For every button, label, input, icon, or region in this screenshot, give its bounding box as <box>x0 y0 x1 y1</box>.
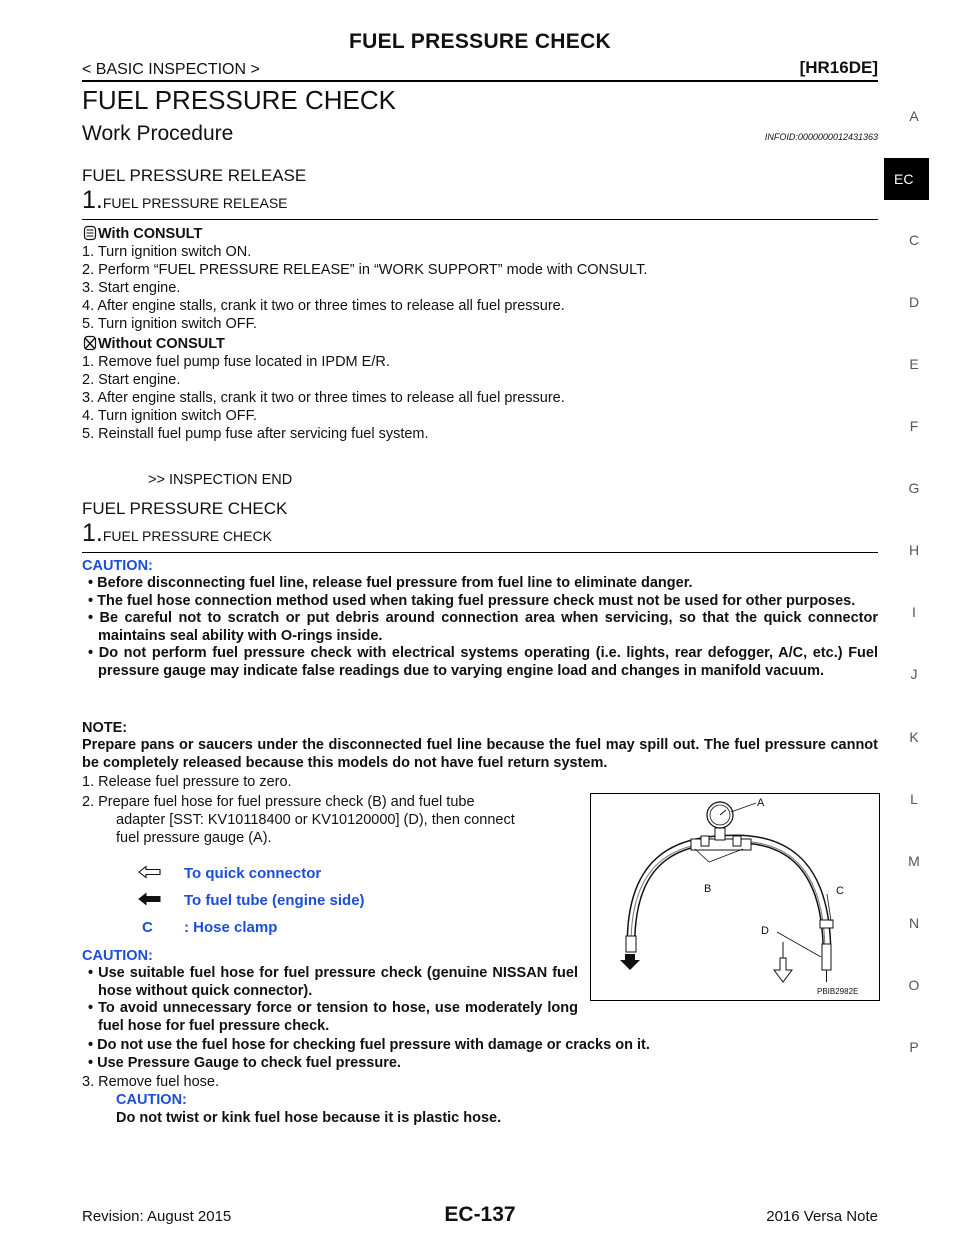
with-step-4: 4. After engine stalls, crank it two or three times to release all fuel pressure. <box>82 298 565 314</box>
caution2-item-text: Use suitable fuel hose for fuel pressure check (genuine NISSAN fuel hose without quick connector). <box>98 965 578 999</box>
caution3-label: CAUTION: <box>116 1092 187 1108</box>
without-step-5: 5. Reinstall fuel pump fuse after servicing fuel system. <box>82 426 429 442</box>
without-step-4: 4. Turn ignition switch OFF. <box>82 408 257 424</box>
side-index-f[interactable]: F <box>909 418 919 434</box>
caution3-text: Do not twist or kink fuel hose because it is plastic hose. <box>116 1110 502 1126</box>
footer-revision: Revision: August 2015 <box>82 1208 232 1225</box>
check-step-1: 1. Release fuel pressure to zero. <box>82 774 292 790</box>
legend-label: : Hose clamp <box>184 919 278 936</box>
side-index-o[interactable]: O <box>908 977 920 993</box>
with-consult-text: With CONSULT <box>98 226 203 242</box>
side-index-g[interactable]: G <box>908 480 920 496</box>
release-step-number: 1. <box>82 186 103 214</box>
side-index-p[interactable]: P <box>909 1039 919 1055</box>
check-step-label: FUEL PRESSURE CHECK <box>102 528 272 544</box>
caution2-item: • Use suitable fuel hose for fuel pressure check (genuine NISSAN fuel hose without quick connector). <box>88 965 578 999</box>
step-rule <box>82 552 878 553</box>
figure-label-a: A <box>757 797 765 809</box>
footer-page-number: EC-137 <box>444 1203 516 1226</box>
footer-model: 2016 Versa Note <box>766 1208 878 1225</box>
side-index-i[interactable]: I <box>912 604 916 620</box>
caution-item-text: Before disconnecting fuel line, release fuel pressure from fuel line to eliminate danger. <box>97 575 693 591</box>
legend-label: To fuel tube (engine side) <box>184 892 365 909</box>
release-step-heading <box>82 186 288 215</box>
check-step-heading <box>82 519 272 548</box>
caution2-item-text: Use Pressure Gauge to check fuel pressure. <box>97 1054 401 1071</box>
side-index-d[interactable]: D <box>908 294 920 310</box>
arrow-solid-icon <box>138 892 162 906</box>
side-index-m[interactable]: M <box>908 853 920 869</box>
section-breadcrumb: < BASIC INSPECTION > <box>82 61 260 78</box>
without-step-1: 1. Remove fuel pump fuse located in IPDM E/R. <box>82 354 390 370</box>
work-procedure-heading: Work Procedure <box>82 122 234 145</box>
legend-symbol: C <box>142 919 153 936</box>
legend-hose-clamp <box>138 919 278 936</box>
check-step-2-line-2: adapter [SST: KV10118400 or KV10120000] (D), then connect <box>116 812 515 828</box>
legend-quick-connector <box>138 865 322 883</box>
caution-item: • Be careful not to scratch or put debris around connection area when servicing, so that the quick connector maintains seal ability with O-rings inside. <box>88 610 878 644</box>
side-index-n[interactable]: N <box>908 915 920 931</box>
side-index-e[interactable]: E <box>909 356 919 372</box>
note-label: NOTE: <box>82 720 128 736</box>
without-step-2: 2. Start engine. <box>82 372 181 388</box>
check-heading: FUEL PRESSURE CHECK <box>82 499 288 518</box>
caution2-item: • Use Pressure Gauge to check fuel pressure. <box>88 1054 401 1071</box>
caution-item-text: The fuel hose connection method used when taking fuel pressure check must not be used for other purposes. <box>97 592 856 609</box>
figure-label-b: B <box>704 883 712 895</box>
hose-diagram <box>591 794 879 1000</box>
figure-label-d: D <box>761 925 769 937</box>
figure-code: PBIB2982E <box>817 987 859 996</box>
no-consult-icon <box>82 335 98 351</box>
caution-item: • Before disconnecting fuel line, release fuel pressure from fuel line to eliminate danger. <box>88 575 693 591</box>
caution2-item-text: Do not use the fuel hose for checking fuel pressure with damage or cracks on it. <box>97 1037 650 1053</box>
without-consult-text: Without CONSULT <box>98 336 225 352</box>
caution-item: • Do not perform fuel pressure check with electrical systems operating (i.e. lights, rear defogger, A/C, etc.) Fuel pressure gauge may indicate false readings due to varying engine load and changes in manifold vacuum. <box>88 645 878 679</box>
side-index-a[interactable]: A <box>909 108 919 124</box>
caution-item: • The fuel hose connection method used when taking fuel pressure check must not be used for other purposes. <box>88 592 856 609</box>
with-step-2: 2. Perform “FUEL PRESSURE RELEASE” in “WORK SUPPORT” mode with CONSULT. <box>82 262 648 278</box>
engine-code: [HR16DE] <box>799 58 878 77</box>
with-step-5: 5. Turn ignition switch OFF. <box>82 316 257 332</box>
check-step-3: 3. Remove fuel hose. <box>82 1074 220 1090</box>
consult-icon <box>82 225 98 241</box>
caution2-item: • Do not use the fuel hose for checking fuel pressure with damage or cracks on it. <box>88 1037 650 1053</box>
release-step-label: FUEL PRESSURE RELEASE <box>102 195 288 211</box>
caution2-item-text: To avoid unnecessary force or tension to hose, use moderately long fuel hose for fuel pressure check. <box>98 1000 579 1034</box>
side-index-j[interactable]: J <box>910 666 918 682</box>
caution2-label: CAUTION: <box>82 948 153 964</box>
with-step-3: 3. Start engine. <box>82 280 181 296</box>
side-index-k[interactable]: K <box>909 729 919 745</box>
caution2-list-narrow <box>82 965 578 1035</box>
check-step-2-line-3: fuel pressure gauge (A). <box>116 830 272 846</box>
without-consult-label <box>82 335 225 353</box>
side-index-ec-tab[interactable]: EC <box>884 158 929 200</box>
side-index-c[interactable]: C <box>908 232 920 248</box>
legend-label: To quick connector <box>184 865 322 882</box>
caution-label: CAUTION: <box>82 558 153 574</box>
with-consult-label <box>82 225 202 243</box>
inspection-end: >> INSPECTION END <box>148 472 293 488</box>
caution-item-text: Do not perform fuel pressure check with electrical systems operating (i.e. lights, rear defogger, A/C, etc.) Fuel pressure gauge may indicate false readings due to varying engine load and changes in manifold vacuum. <box>98 645 878 679</box>
note-text: Prepare pans or saucers under the disconnected fuel line because the fuel may spill out. The fuel pressure cannot be completely released because this models do not have fuel return system. <box>82 737 878 771</box>
side-index-l[interactable]: L <box>910 791 918 807</box>
caution-list <box>82 575 878 681</box>
release-heading: FUEL PRESSURE RELEASE <box>82 166 307 185</box>
caution2-list-wide <box>82 1037 878 1072</box>
caution2-item: • To avoid unnecessary force or tension to hose, use moderately long fuel hose for fuel pressure check. <box>88 1000 579 1034</box>
figure-label-c: C <box>836 885 844 897</box>
fuel-pressure-figure <box>590 793 880 1001</box>
arrow-outline-icon <box>138 865 162 879</box>
header-rule <box>82 80 878 82</box>
legend-fuel-tube <box>138 892 365 910</box>
check-step-number: 1. <box>82 519 103 547</box>
without-step-3: 3. After engine stalls, crank it two or three times to release all fuel pressure. <box>82 390 565 406</box>
with-step-1: 1. Turn ignition switch ON. <box>82 244 252 260</box>
caution-item-text: Be careful not to scratch or put debris around connection area when servicing, so that the quick connector maintains seal ability with O-rings inside. <box>98 610 878 644</box>
check-step-2-line-1: 2. Prepare fuel hose for fuel pressure check (B) and fuel tube <box>82 794 475 810</box>
page-header-title: FUEL PRESSURE CHECK <box>348 30 612 53</box>
info-id: INFOID:0000000012431363 <box>764 132 878 142</box>
side-index-h[interactable]: H <box>908 542 920 558</box>
page-title: FUEL PRESSURE CHECK <box>82 85 396 115</box>
step-rule <box>82 219 878 220</box>
